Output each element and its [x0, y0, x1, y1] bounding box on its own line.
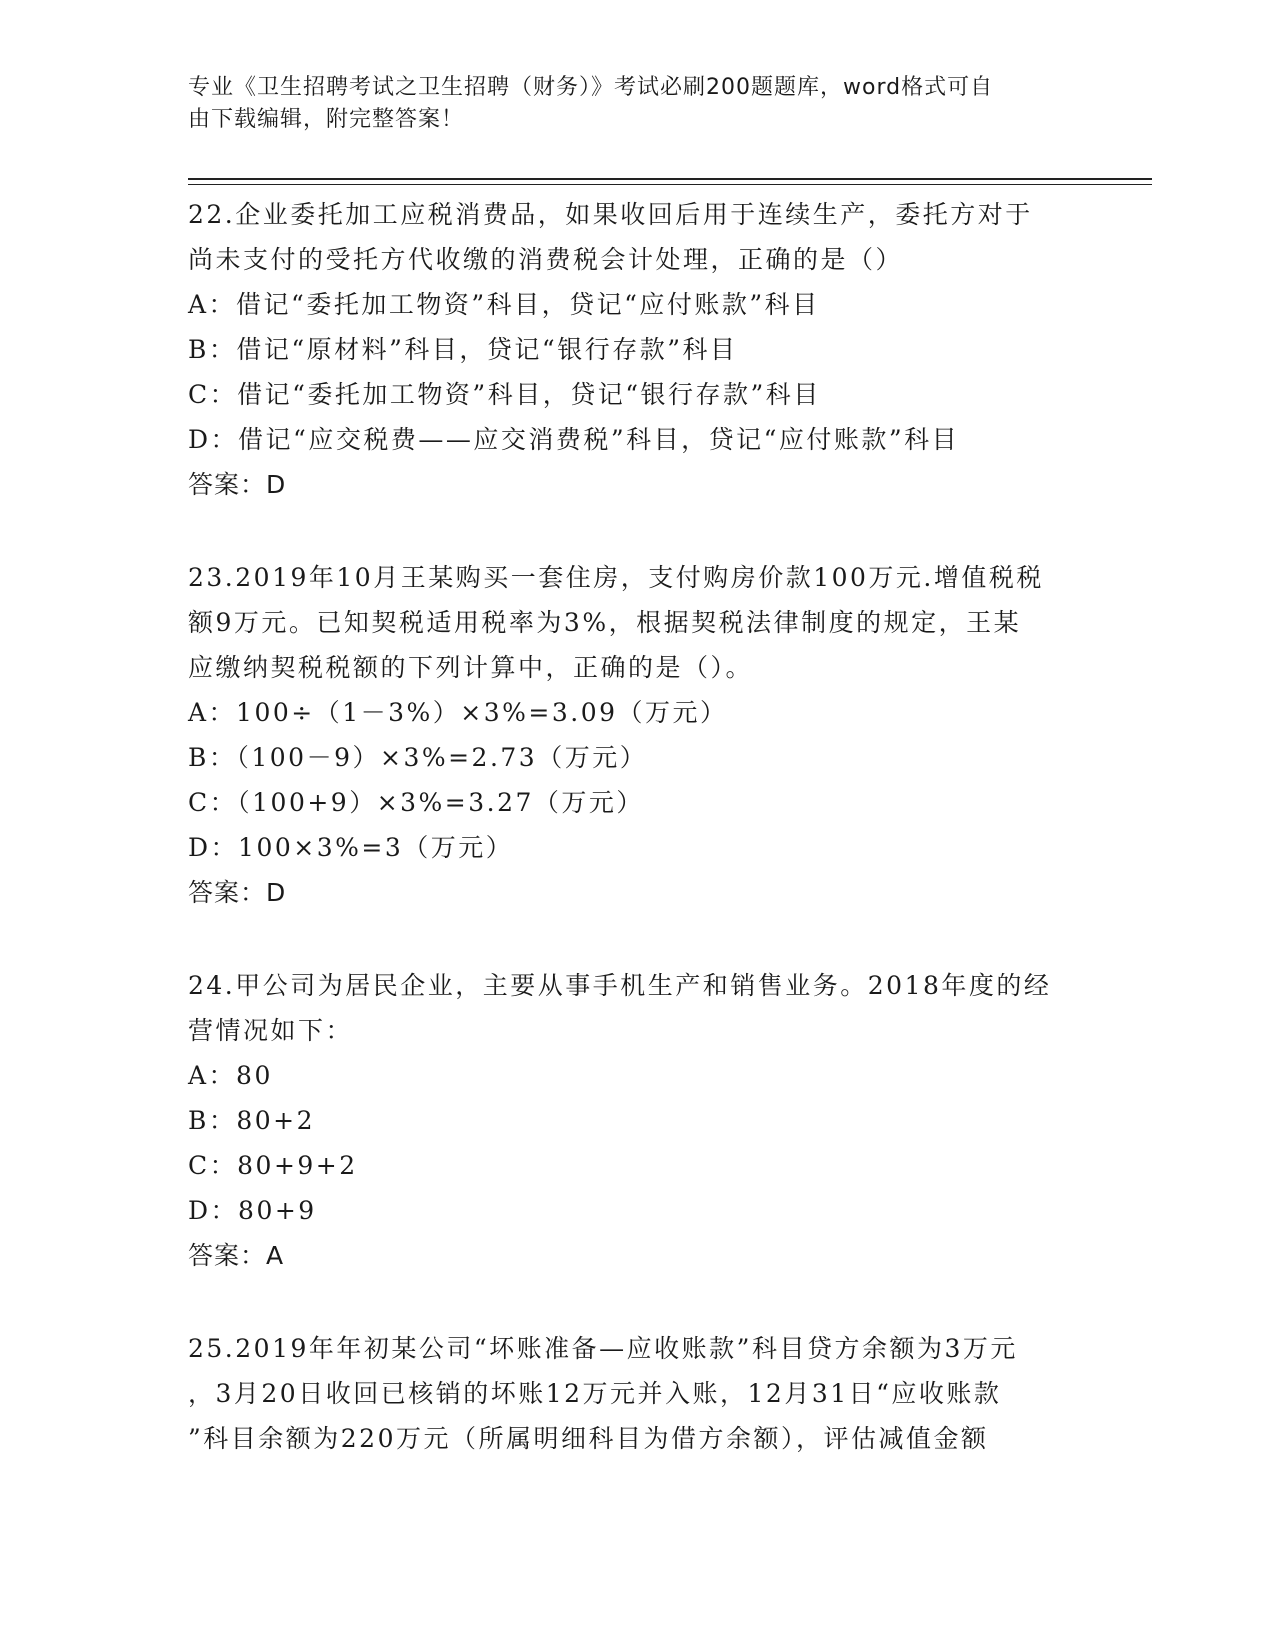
- document-header: [188, 72, 1068, 136]
- option-a: A：80: [188, 1061, 273, 1090]
- option-c: C：（100+9）×3%=3.27（万元）: [188, 788, 644, 817]
- question-stem: ”科目余额为220万元（所属明细科目为借方余额），评估减值金额: [188, 1424, 989, 1453]
- header-rule-thin: [188, 184, 1152, 185]
- option-b: B：80+2: [188, 1106, 316, 1135]
- question-stem: 22.企业委托加工应税消费品，如果收回后用于连续生产，委托方对于: [188, 200, 1033, 229]
- option-b: B：借记“原材料”科目，贷记“银行存款”科目: [188, 335, 738, 364]
- question-24: [188, 963, 1088, 1278]
- question-stem: 尚未支付的受托方代收缴的消费税会计处理，正确的是（）: [188, 245, 904, 274]
- option-c: C：80+9+2: [188, 1151, 358, 1180]
- question-stem: 25.2019年年初某公司“坏账准备—应收账款”科目贷方余额为3万元: [188, 1334, 1018, 1363]
- answer: 答案：D: [188, 878, 287, 907]
- answer: 答案：A: [188, 1241, 285, 1270]
- question-stem: 24.甲公司为居民企业，主要从事手机生产和销售业务。2018年度的经: [188, 971, 1052, 1000]
- question-25: [188, 1326, 1088, 1461]
- option-c: C：借记“委托加工物资”科目，贷记“银行存款”科目: [188, 380, 821, 409]
- header-line-2: 由下载编辑，附完整答案！: [188, 107, 465, 132]
- question-stem: 应缴纳契税税额的下列计算中，正确的是（）。: [188, 653, 754, 682]
- question-stem: 营情况如下：: [188, 1016, 354, 1045]
- question-stem: 23.2019年10月王某购买一套住房，支付购房价款100万元.增值税税: [188, 563, 1044, 592]
- option-a: A：100÷（1－3%）×3%=3.09（万元）: [188, 698, 728, 727]
- question-23: [188, 555, 1088, 915]
- header-line-1: 专业《卫生招聘考试之卫生招聘（财务）》考试必刷200题题库，word格式可自: [188, 75, 994, 100]
- option-b: B：（100－9）×3%=2.73（万元）: [188, 743, 648, 772]
- question-stem: ，3月20日收回已核销的坏账12万元并入账，12月31日“应收账款: [188, 1379, 1002, 1408]
- option-d: D：借记“应交税费——应交消费税”科目，贷记“应付账款”科目: [188, 425, 960, 454]
- option-a: A：借记“委托加工物资”科目，贷记“应付账款”科目: [188, 290, 820, 319]
- answer: 答案：D: [188, 470, 287, 499]
- question-22: [188, 192, 1088, 507]
- option-d: D：100×3%=3（万元）: [188, 833, 514, 862]
- option-d: D：80+9: [188, 1196, 317, 1225]
- header-rule-thick: [188, 178, 1152, 180]
- question-stem: 额9万元。已知契税适用税率为3%，根据契税法律制度的规定，王某: [188, 608, 1022, 637]
- question-list: [188, 192, 1088, 1509]
